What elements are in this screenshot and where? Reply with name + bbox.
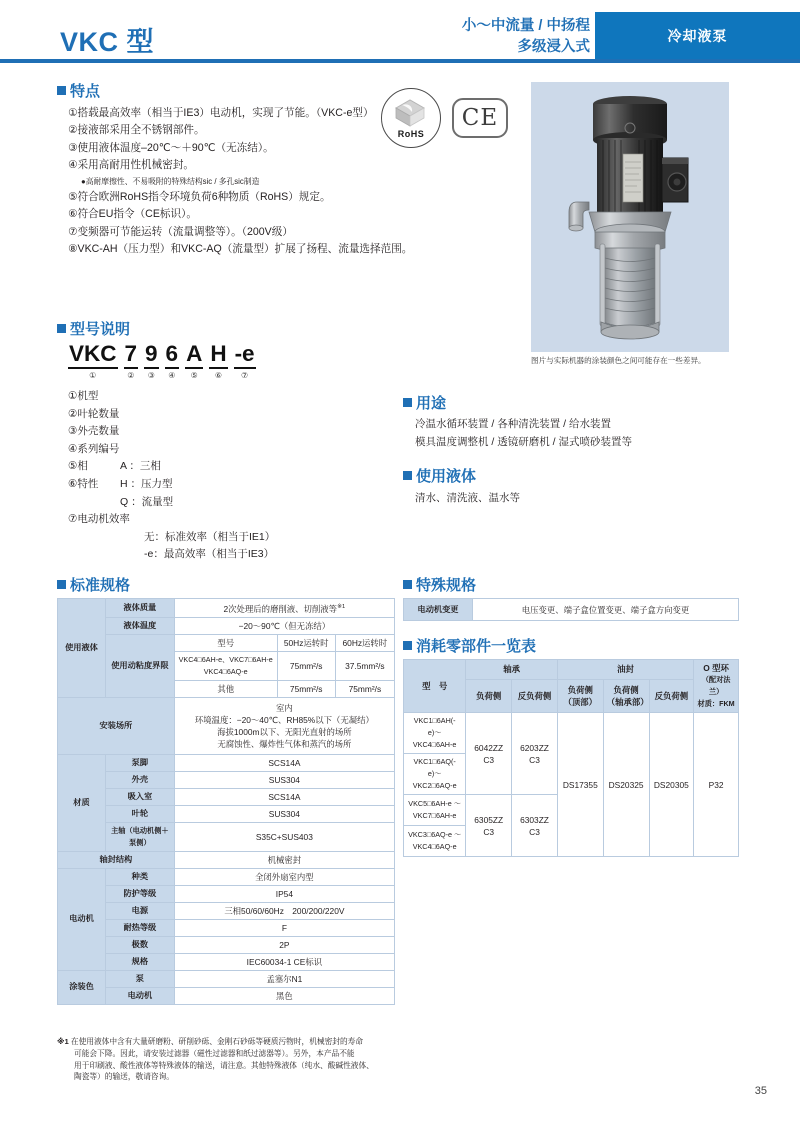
model-line: VKC1□6AQ(-e)〜 (413, 757, 456, 778)
visc-header-50hz: 50Hz运转时 (277, 634, 335, 651)
material-name: 外壳 (105, 771, 174, 788)
spec-seal-label: 轴封结构 (58, 851, 175, 868)
material-name: 吸入室 (105, 788, 174, 805)
material-value: SUS304 (174, 805, 394, 822)
motor-row-value: 三相50/60/60Hz 200/200/220V (174, 902, 394, 919)
features-list (68, 105, 413, 258)
legend-item-phase (68, 458, 275, 476)
model-code-legend (68, 388, 275, 564)
parts-row-model (404, 713, 466, 754)
parts-bearing-load: 6042ZZ C3 (466, 713, 512, 795)
legend-item: ②叶轮数量 (68, 407, 120, 420)
usage-line: 冷温水循环装置 / 各种清洗装置 / 给水装置 (415, 418, 612, 430)
spec-row-label: 液体温度 (105, 617, 174, 634)
material-name: 主轴（电动机侧＋泵侧） (105, 822, 174, 851)
parts-row-model (404, 795, 466, 826)
parts-sub-oil-load-bearing (603, 679, 649, 712)
visc-row-50hz: 75mm²/s (277, 680, 335, 697)
install-line: 海拔1000m以下、无阳光直射的场所 (217, 726, 352, 737)
parts-oil-load-bearing: DS20325 (603, 713, 649, 857)
parts-oring-value: P32 (694, 713, 739, 857)
table-row (58, 754, 395, 771)
install-line: 无腐蚀性、爆炸性气体和蒸汽的场所 (217, 738, 352, 749)
parts-col-model: 型 号 (404, 660, 466, 713)
spec-quality-note: ※1 (337, 604, 346, 610)
table-row (58, 617, 395, 634)
visc-model-line: VKC4□6AH-e、VKC7□6AH-e (178, 654, 273, 664)
spec-install-value (174, 697, 394, 754)
spec-material-label: 材质 (58, 754, 106, 851)
legend-char-label: ⑥特性 (68, 477, 99, 490)
material-value: SCS14A (174, 788, 394, 805)
legend-item: ④系列编号 (68, 442, 120, 455)
model-line: VKC3□6AQ-e 〜 (408, 830, 462, 839)
install-line: 环境温度：−20〜40℃、RH85%以下（无凝结） (194, 714, 374, 725)
parts-col-oring (694, 660, 739, 713)
parts-oil-antiload: DS20305 (649, 713, 694, 857)
table-row (58, 936, 395, 953)
parts-sub-oil-load-head (557, 679, 603, 712)
parts-sub-bearing-load: 负荷侧 (466, 679, 512, 712)
pump-illustration-icon (531, 82, 729, 352)
header-subtitle-line2: 多级浸入式 (517, 39, 590, 55)
parts-oring-sub1: （配对法兰） (701, 675, 731, 696)
usage-body (415, 416, 632, 451)
motor-row-value: IP54 (174, 885, 394, 902)
legend-item-characteristic (68, 476, 275, 494)
parts-oring-title: O 型环 (703, 663, 729, 673)
sub-line: 负荷侧 (613, 684, 639, 695)
model-line: VKC2□6AQ-e (412, 781, 457, 790)
ce-label: CE (461, 105, 499, 131)
model-code-part (144, 341, 159, 383)
sub-line: （轴承部） (606, 696, 649, 707)
legend-phase-label: ⑤相 (68, 460, 88, 473)
header-divider (0, 59, 800, 63)
table-row (58, 885, 395, 902)
material-value: S35C+SUS403 (174, 822, 394, 851)
visc-row-model (174, 651, 277, 680)
parts-row-model (404, 826, 466, 857)
paint-row-name: 泵 (105, 970, 174, 987)
table-row (404, 713, 739, 754)
bullet-square-icon (57, 324, 66, 333)
visc-row-model: 其他 (174, 680, 277, 697)
rohs-label: RoHS (397, 129, 425, 139)
model-code-part (124, 341, 139, 383)
model-code-mark: ⑥ (214, 371, 223, 380)
motor-row-name: 规格 (105, 953, 174, 970)
feature-sub-note: ●高耐摩擦性、不易吸附的特殊结构sic / 多孔sic制造 (81, 177, 260, 187)
material-value: SUS304 (174, 771, 394, 788)
legend-char-value-1: H ：压力型 (120, 477, 173, 490)
sub-line: 负荷侧 (567, 684, 593, 695)
model-line: VKC7□6AH-e (412, 811, 457, 820)
bullet-square-icon (403, 580, 412, 589)
model-code-heading (57, 318, 130, 339)
liquid-heading-label: 使用液体 (416, 468, 477, 485)
model-code-heading-label: 型号说明 (70, 321, 131, 338)
spec-row-value (174, 599, 394, 618)
page-title: VKC 型 (60, 27, 155, 57)
table-row (58, 851, 395, 868)
liquid-line: 清水、清洗液、温水等 (415, 492, 520, 504)
model-code-part (68, 341, 118, 383)
model-line: VKC5□6AH-e 〜 (408, 799, 461, 808)
special-spec-table (403, 598, 739, 621)
visc-row-60hz: 75mm²/s (335, 680, 394, 697)
table-row (404, 599, 739, 621)
features-heading (57, 80, 100, 101)
parts-heading (403, 635, 536, 656)
feature-item: ③使用液体温度–20℃〜＋90℃（无冻结）。 (68, 141, 274, 154)
legend-item-characteristic-2 (68, 494, 275, 512)
model-code-part (234, 341, 256, 383)
parts-sub-bearing-antiload: 反负荷侧 (512, 679, 558, 712)
parts-bearing-antiload: 6303ZZ C3 (512, 795, 558, 857)
footnote-text: 在使用液体中含有大量研磨粉、研削砂砾、金刚石砂砾等硬质污物时，机械密封的寿命 (70, 1037, 364, 1046)
parts-col-oilseal: 油封 (557, 660, 693, 680)
model-code-char: H (209, 341, 227, 369)
category-badge (595, 12, 800, 60)
standard-spec-table (57, 598, 395, 1005)
visc-model-line: VKC4□6AQ-e (203, 666, 248, 676)
special-spec-heading-label: 特殊规格 (416, 577, 477, 594)
footnote-mark: ※1 (57, 1037, 69, 1046)
motor-row-name: 种类 (105, 868, 174, 885)
spec-seal-value: 机械密封 (174, 851, 394, 868)
material-value: SCS14A (174, 754, 394, 771)
parts-bearing-load: 6305ZZ C3 (466, 795, 512, 857)
legend-phase-value: A ：三相 (120, 460, 161, 473)
ce-badge-icon (452, 98, 508, 138)
table-row (58, 953, 395, 970)
model-code-mark: ③ (147, 371, 155, 380)
consumable-parts-table (403, 659, 739, 857)
footnote-line-1 (57, 1036, 457, 1048)
table-row (58, 970, 395, 987)
feature-item: ⑧VKC-AH（压力型）和VKC-AQ（流量型）扩展了扬程、流量选择范围。 (68, 243, 413, 256)
photo-caption: 图片与实际机器的涂装颜色之间可能存在一些差异。 (531, 356, 706, 365)
visc-row-50hz: 75mm²/s (277, 651, 335, 680)
table-row (58, 771, 395, 788)
model-code-char: 6 (165, 341, 180, 369)
spec-row-label: 使用动粘度界限 (105, 634, 174, 697)
legend-eff-value-1: 无：标准效率（相当于IE1） (144, 530, 276, 543)
spec-motor-label: 电动机 (58, 868, 106, 970)
model-code-mark: ① (89, 371, 97, 380)
table-row (58, 987, 395, 1004)
special-spec-value: 电压变更、端子盒位置变更、端子盒方向变更 (473, 599, 739, 621)
table-row (404, 660, 739, 680)
model-code-part (209, 341, 227, 383)
spec-paint-label: 涂装色 (58, 970, 106, 1004)
parts-sub-oil-antiload: 反负荷侧 (649, 679, 694, 712)
feature-item: ⑤符合欧洲RoHS指令环境负荷6种物质（RoHS）规定。 (68, 191, 331, 204)
table-row (58, 868, 395, 885)
features-heading-label: 特点 (70, 83, 101, 100)
model-code-mark: ④ (168, 371, 176, 380)
table-row (58, 822, 395, 851)
parts-row-model (404, 754, 466, 795)
legend-item-efficiency: ⑦电动机效率 (68, 513, 130, 526)
category-label: 冷却液泵 (667, 28, 728, 44)
page-header (0, 12, 800, 60)
feature-item: ①搭载最高效率（相当于IE3）电动机，实现了节能。（VKC-e型） (68, 107, 374, 119)
parts-oil-load-head: DS17355 (557, 713, 603, 857)
model-line: VKC4□6AQ-e (412, 842, 457, 851)
liquid-heading (403, 465, 476, 486)
paint-row-name: 电动机 (105, 987, 174, 1004)
spec-row-value: −20〜90℃（但无冻结） (174, 617, 394, 634)
footnote-line-2: 可能会下降。因此，请安装过滤器（磁性过滤器和纸过滤器等）。另外，本产品不能 (74, 1048, 355, 1058)
table-row (58, 697, 395, 754)
feature-item: ④采用高耐用性机械密封。 (68, 158, 195, 171)
paint-row-value: 孟塞尔N1 (174, 970, 394, 987)
motor-row-value: 全闭外扇室内型 (174, 868, 394, 885)
usage-heading-label: 用途 (416, 395, 447, 412)
paint-row-value: 黑色 (174, 987, 394, 1004)
legend-item: ③外壳数量 (68, 425, 120, 438)
spec-quality-text: 2次处理后的磨削液、切削液等 (223, 603, 338, 614)
install-line: 室内 (276, 702, 293, 713)
rohs-badge-icon (381, 88, 441, 148)
table-row (58, 902, 395, 919)
feature-item: ⑥符合EU指令（CE标识）。 (68, 208, 197, 221)
model-code-char: 7 (124, 341, 139, 369)
product-photo (531, 82, 729, 352)
header-subtitle (330, 16, 590, 58)
material-name: 叶轮 (105, 805, 174, 822)
motor-row-value: 2P (174, 936, 394, 953)
special-spec-label: 电动机变更 (404, 599, 473, 621)
model-code-char: A (185, 341, 203, 369)
visc-row-60hz: 37.5mm²/s (335, 651, 394, 680)
motor-row-name: 耐热等级 (105, 919, 174, 936)
liquid-body (415, 490, 520, 508)
spec-row-label: 液体质量 (105, 599, 174, 618)
feature-item: ②接液部采用全不锈钢部件。 (68, 124, 205, 137)
table-row (58, 919, 395, 936)
model-line: VKC1□6AH(-e)〜 (413, 716, 456, 737)
model-code-part (185, 341, 203, 383)
model-code-diagram (68, 341, 256, 383)
parts-col-bearing: 轴承 (466, 660, 558, 680)
visc-header-60hz: 60Hz运转时 (335, 634, 394, 651)
visc-header-model: 型号 (174, 634, 277, 651)
page-number: 35 (754, 1085, 767, 1097)
table-row (58, 805, 395, 822)
usage-heading (403, 392, 446, 413)
material-name: 泵脚 (105, 754, 174, 771)
model-code-mark: ⑦ (240, 371, 249, 380)
model-code-char: 9 (144, 341, 159, 369)
parts-oring-sub2: 材质：FKM (697, 699, 735, 708)
model-code-char: VKC (68, 341, 118, 369)
motor-row-name: 极数 (105, 936, 174, 953)
table-row (58, 634, 395, 651)
table-row (58, 599, 395, 618)
feature-item: ⑦变频器可节能运转（流量调整等）。（200V级） (68, 225, 293, 238)
bullet-square-icon (403, 398, 412, 407)
sub-line: （顶部） (563, 696, 598, 707)
bullet-square-icon (403, 641, 412, 650)
model-code-mark: ⑤ (190, 371, 198, 380)
model-line: VKC4□6AH-e (412, 740, 457, 749)
header-subtitle-line1: 小〜中流量 / 中扬程 (461, 18, 590, 34)
table-row (58, 788, 395, 805)
usage-line: 模具温度调整机 / 透镜研磨机 / 湿式喷砂装置等 (415, 435, 633, 448)
parts-bearing-antiload: 6203ZZ C3 (512, 713, 558, 795)
motor-row-value: IEC60034-1 CE标识 (174, 953, 394, 970)
legend-eff-value-2: -e：最高效率（相当于IE3） (144, 548, 275, 561)
spec-heading-label: 标准规格 (70, 577, 131, 594)
motor-row-name: 防护等级 (105, 885, 174, 902)
bullet-square-icon (57, 580, 66, 589)
model-code-part (165, 341, 180, 383)
model-code-char: -e (234, 341, 256, 369)
motor-row-value: F (174, 919, 394, 936)
spec-install-label: 安装场所 (58, 697, 175, 754)
bullet-square-icon (57, 86, 66, 95)
footnote (57, 1036, 457, 1083)
legend-item: ①机型 (68, 390, 99, 402)
bullet-square-icon (403, 471, 412, 480)
special-spec-heading (403, 574, 476, 595)
parts-heading-label: 消耗零部件一览表 (416, 638, 537, 655)
model-code-mark: ② (127, 371, 135, 380)
footnote-line-3: 用于印刷液、酸性液体等特殊液体的输送，请注意。其他特殊液体（纯水、酸碱性液体、 (74, 1060, 374, 1070)
footnote-line-4: 陶瓷等）的输送，敬请咨询。 (74, 1072, 174, 1082)
spec-heading (57, 574, 130, 595)
spec-group-liquid: 使用液体 (58, 599, 106, 698)
motor-row-name: 电源 (105, 902, 174, 919)
legend-char-value-2: Q ：流量型 (120, 495, 174, 508)
